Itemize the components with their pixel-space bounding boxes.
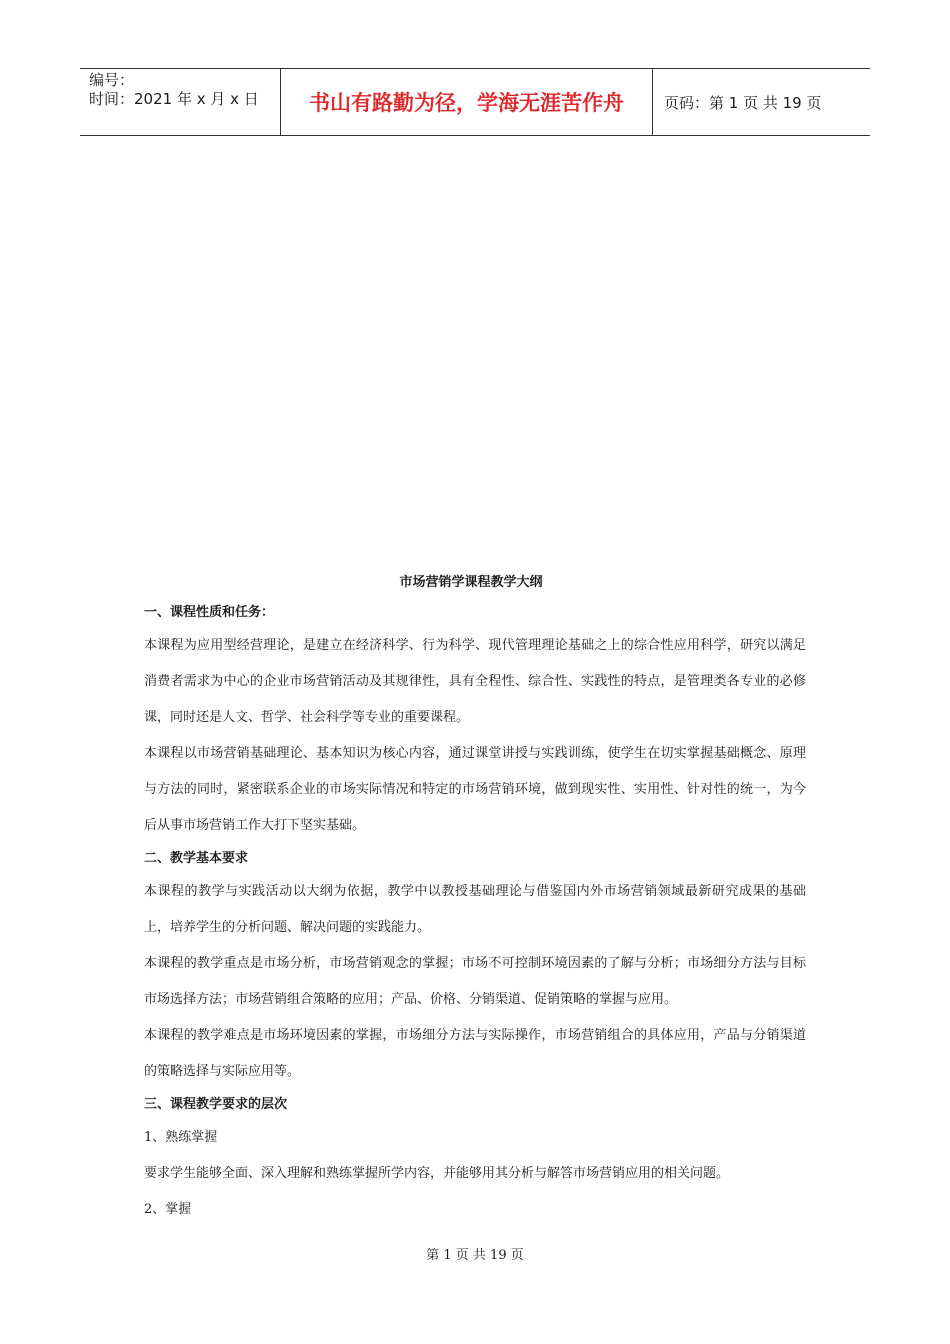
document-body <box>144 568 806 1228</box>
header-page-info: 页码：第 1 页 共 19 页 <box>664 93 822 112</box>
section2-paragraph-2: 本课程的教学重点是市场分析，市场营销观念的掌握；市场不可控制环境因素的了解与分析；市场细分方法与目标市场选择方法；市场营销组合策略的应用；产品、价格、分销渠道、促销策略的掌握与应用。 <box>144 956 806 1007</box>
section3-heading: 三、课程教学要求的层次 <box>144 1097 288 1112</box>
section3-item-1-desc: 要求学生能够全面、深入理解和熟练掌握所学内容，并能够用其分析与解答市场营销应用的相关问题。 <box>144 1166 730 1181</box>
header-meta-cell <box>80 69 281 135</box>
section2-paragraph-1: 本课程的教学与实践活动以大纲为依据，教学中以教授基础理论与借鉴国内外市场营销领域最新研究成果的基础上，培养学生的分析问题、解决问题的实践能力。 <box>144 884 806 935</box>
section1-paragraph-2: 本课程以市场营销基础理论、基本知识为核心内容，通过课堂讲授与实践训练，使学生在切实掌握基础概念、原理与方法的同时，紧密联系企业的市场实际情况和特定的市场营销环境，做到现实性、实用性、针对性的统一，为今后从事市场营销工作大打下坚实基础。 <box>144 746 806 833</box>
section2-paragraph-3: 本课程的教学难点是市场环境因素的掌握，市场细分方法与实际操作，市场营销组合的具体应用，产品与分销渠道的策略选择与实际应用等。 <box>144 1028 806 1079</box>
section3-item-2: 2、掌握 <box>144 1202 192 1217</box>
number-label: 编号： <box>89 71 135 89</box>
section1-heading: 一、课程性质和任务： <box>144 605 275 620</box>
section3-item-1: 1、熟练掌握 <box>144 1130 218 1145</box>
header-table <box>80 68 870 136</box>
section2-heading: 二、教学基本要求 <box>144 851 249 866</box>
document-title: 市场营销学课程教学大纲 <box>399 575 543 590</box>
section1-paragraph-1: 本课程为应用型经营理论，是建立在经济科学、行为科学、现代管理理论基础之上的综合性应用科学，研究以满足消费者需求为中心的企业市场营销活动及其规律性，具有全程性、综合性、实践性的特点，是管理类各专业的必修课，同时还是人文、哲学、社会科学等专业的重要课程。 <box>144 638 806 725</box>
page-footer: 第 1 页 共 19 页 <box>426 1248 524 1263</box>
time-label: 时间：2021 年 x 月 x 日 <box>89 90 259 108</box>
header-motto: 书山有路勤为径，学海无涯苦作舟 <box>281 69 653 135</box>
